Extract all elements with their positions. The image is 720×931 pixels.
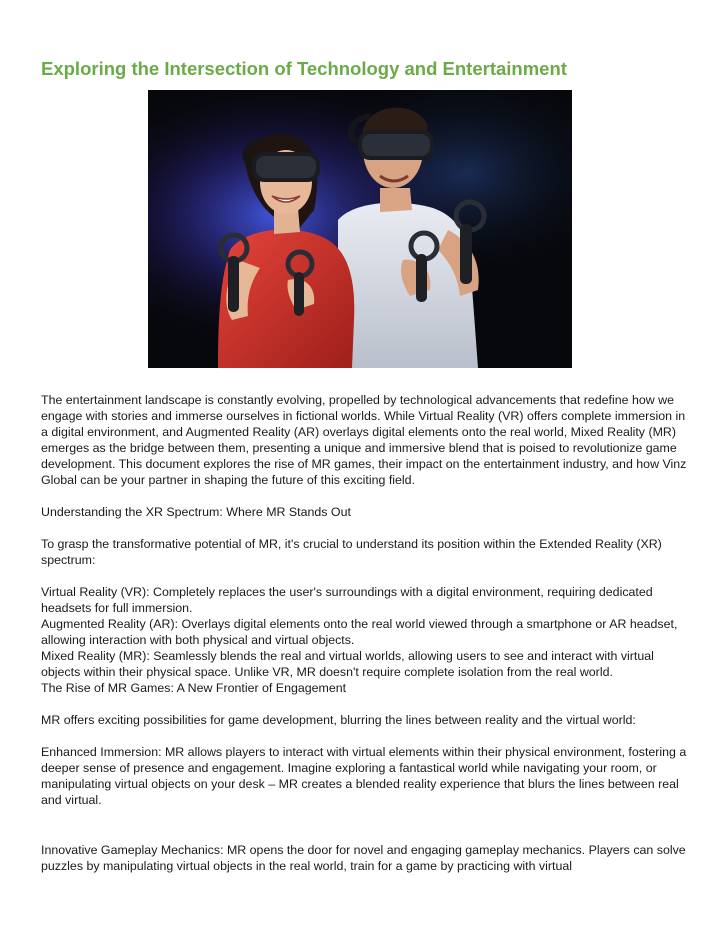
ar-definition: Augmented Reality (AR): Overlays digital elements onto the real world viewed through a smartphone or AR headset, allowing interaction with both physical and virtual objects. (41, 617, 678, 647)
vr-players-illustration (148, 90, 572, 368)
vr-definition: Virtual Reality (VR): Completely replaces the user's surroundings with a digital environment, requiring dedicated headsets for full immersion. (41, 585, 653, 615)
rise-intro: MR offers exciting possibilities for game development, blurring the lines between reality and the virtual world: (41, 713, 636, 727)
xr-spectrum-intro: To grasp the transformative potential of MR, it's crucial to understand its position within the Extended Reality (XR) spectrum: (41, 537, 662, 567)
hero-image (148, 90, 572, 368)
gameplay-mechanics-paragraph: Innovative Gameplay Mechanics: MR opens the door for novel and engaging gameplay mechanics. Players can solve puzzles by manipulating virtual objects in the real world, train for a game by practicing with virtual (41, 843, 686, 873)
intro-paragraph: The entertainment landscape is constantly evolving, propelled by technological advancements that redefine how we engage with stories and immerse ourselves in fictional worlds. While Virtual Reality (VR) offers complete immersion in a digital environment, and Augmented Reality (AR) overlays digital elements onto the real world, Mixed Reality (MR) emerges as the bridge between them, presenting a unique and immersive blend that is poised to revolutionize game development. This document explores the rise of MR games, their impact on the entertainment industry, and how Vinz Global can be your partner in shaping the future of this exciting field. (41, 393, 687, 487)
mr-definition: Mixed Reality (MR): Seamlessly blends the real and virtual worlds, allowing users to see and interact with virtual objects within their physical space. Unlike VR, MR doesn't require complete isolation from the real world. (41, 649, 654, 679)
section-heading-xr-spectrum: Understanding the XR Spectrum: Where MR Stands Out (41, 505, 351, 519)
enhanced-immersion-paragraph: Enhanced Immersion: MR allows players to interact with virtual elements within their physical environment, fostering a deeper sense of presence and engagement. Imagine exploring a fantastical world while navigating your room, or manipulating virtual objects on your desk – MR creates a blended reality experience that blurs the lines between real and virtual. (41, 745, 687, 807)
page-title: Exploring the Intersection of Technology and Entertainment (41, 58, 567, 79)
article-body (41, 392, 691, 874)
section-heading-rise-of-mr: The Rise of MR Games: A New Frontier of Engagement (41, 681, 347, 695)
